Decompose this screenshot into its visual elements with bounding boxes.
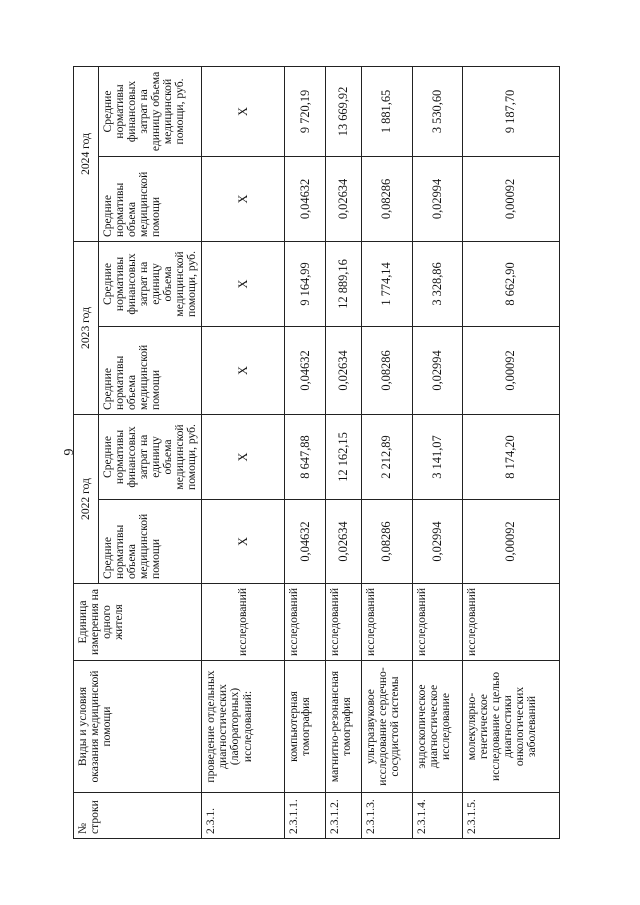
cell-cost-2024: 9 187,70 xyxy=(462,66,559,156)
cell-cost-2022: 3 141,07 xyxy=(413,414,463,499)
cell-volume-2022: Х xyxy=(202,500,285,584)
row-unit: исследований xyxy=(326,584,361,661)
cell-volume-2024: 0,08286 xyxy=(361,156,413,241)
cell-volume-2024: Х xyxy=(202,156,285,241)
cell-volume-2024: 0,00092 xyxy=(462,156,559,241)
row-number: 2.3.1.1. xyxy=(285,793,326,839)
table-row xyxy=(285,66,326,838)
cell-cost-2022: 2 212,89 xyxy=(361,414,413,499)
cell-volume-2023: Х xyxy=(202,326,285,414)
medical-norms-table xyxy=(73,66,560,839)
cell-cost-2022: 12 162,15 xyxy=(326,414,361,499)
cell-cost-2023: 8 662,90 xyxy=(462,241,559,326)
cell-cost-2024: 3 530,60 xyxy=(413,66,463,156)
row-number: 2.3.1.3. xyxy=(361,793,413,839)
cell-volume-2023: 0,08286 xyxy=(361,326,413,414)
row-unit: исследований xyxy=(285,584,326,661)
cell-cost-2023: 3 328,86 xyxy=(413,241,463,326)
cell-cost-2024: 1 881,65 xyxy=(361,66,413,156)
table-row xyxy=(202,66,285,838)
header-cost-2024: Средние нормативы финансовых затрат на единицу объема медицинской помощи, руб. xyxy=(99,66,202,156)
row-kind: молекулярно-генетическое исследование с целью диагностики онкологических заболеваний xyxy=(462,661,559,793)
row-kind: компьютерная томография xyxy=(285,661,326,793)
header-year-2022: 2022 год xyxy=(74,414,99,583)
cell-volume-2024: 0,02994 xyxy=(413,156,463,241)
header-cost-2023: Средние нормативы финансовых затрат на единицу объема медицинской помощи, руб. xyxy=(99,241,202,326)
row-number: 2.3.1.4. xyxy=(413,793,463,839)
table-row xyxy=(462,66,559,838)
header-volume-2024: Средние нормативы объема медицинской помощи xyxy=(99,156,202,241)
row-kind: эндоскопическое диагностическое исследование xyxy=(413,661,463,793)
cell-volume-2023: 0,02994 xyxy=(413,326,463,414)
cell-cost-2024: 13 669,92 xyxy=(326,66,361,156)
cell-volume-2022: 0,02634 xyxy=(326,500,361,584)
row-kind: проведение отдельных диагностических (лабораторных) исследований: xyxy=(202,661,285,793)
cell-volume-2023: 0,02634 xyxy=(326,326,361,414)
cell-cost-2024: 9 720,19 xyxy=(285,66,326,156)
cell-cost-2022: 8 647,88 xyxy=(285,414,326,499)
row-unit: исследований xyxy=(361,584,413,661)
header-cost-2022: Средние нормативы финансовых затрат на единицу объема медицинской помощи, руб. xyxy=(99,414,202,499)
header-year-2023: 2023 год xyxy=(74,241,99,414)
cell-cost-2023: 1 774,14 xyxy=(361,241,413,326)
header-row-number: № строки xyxy=(74,793,202,839)
cell-cost-2022: 8 174,20 xyxy=(462,414,559,499)
row-number: 2.3.1.5. xyxy=(462,793,559,839)
row-unit: исследований xyxy=(413,584,463,661)
header-volume-2022: Средние нормативы объема медицинской помощи xyxy=(99,500,202,584)
header-unit: Единица измерения на одного жителя xyxy=(74,584,202,661)
table-row xyxy=(326,66,361,838)
cell-cost-2024: Х xyxy=(202,66,285,156)
row-unit: исследований xyxy=(462,584,559,661)
header-year-2024: 2024 год xyxy=(74,66,99,241)
cell-volume-2023: 0,00092 xyxy=(462,326,559,414)
table-row xyxy=(361,66,413,838)
row-number: 2.3.1. xyxy=(202,793,285,839)
cell-volume-2022: 0,08286 xyxy=(361,500,413,584)
cell-volume-2022: 0,00092 xyxy=(462,500,559,584)
table-row xyxy=(413,66,463,838)
cell-volume-2022: 0,04632 xyxy=(285,500,326,584)
cell-volume-2024: 0,04632 xyxy=(285,156,326,241)
row-kind: магнитно-резонансная томография xyxy=(326,661,361,793)
header-volume-2023: Средние нормативы объема медицинской помощи xyxy=(99,326,202,414)
cell-cost-2022: Х xyxy=(202,414,285,499)
cell-cost-2023: 9 164,99 xyxy=(285,241,326,326)
cell-volume-2023: 0,04632 xyxy=(285,326,326,414)
rotated-table-wrapper xyxy=(73,67,560,839)
header-kind: Виды и условия оказания медицинской помощи xyxy=(74,661,202,793)
cell-volume-2022: 0,02994 xyxy=(413,500,463,584)
row-number: 2.3.1.2. xyxy=(326,793,361,839)
cell-volume-2024: 0,02634 xyxy=(326,156,361,241)
cell-cost-2023: 12 889,16 xyxy=(326,241,361,326)
row-unit: исследований xyxy=(202,584,285,661)
page-number: 6 xyxy=(60,448,75,456)
row-kind: ультразвуковое исследование сердечно-сосудистой системы xyxy=(361,661,413,793)
cell-cost-2023: Х xyxy=(202,241,285,326)
